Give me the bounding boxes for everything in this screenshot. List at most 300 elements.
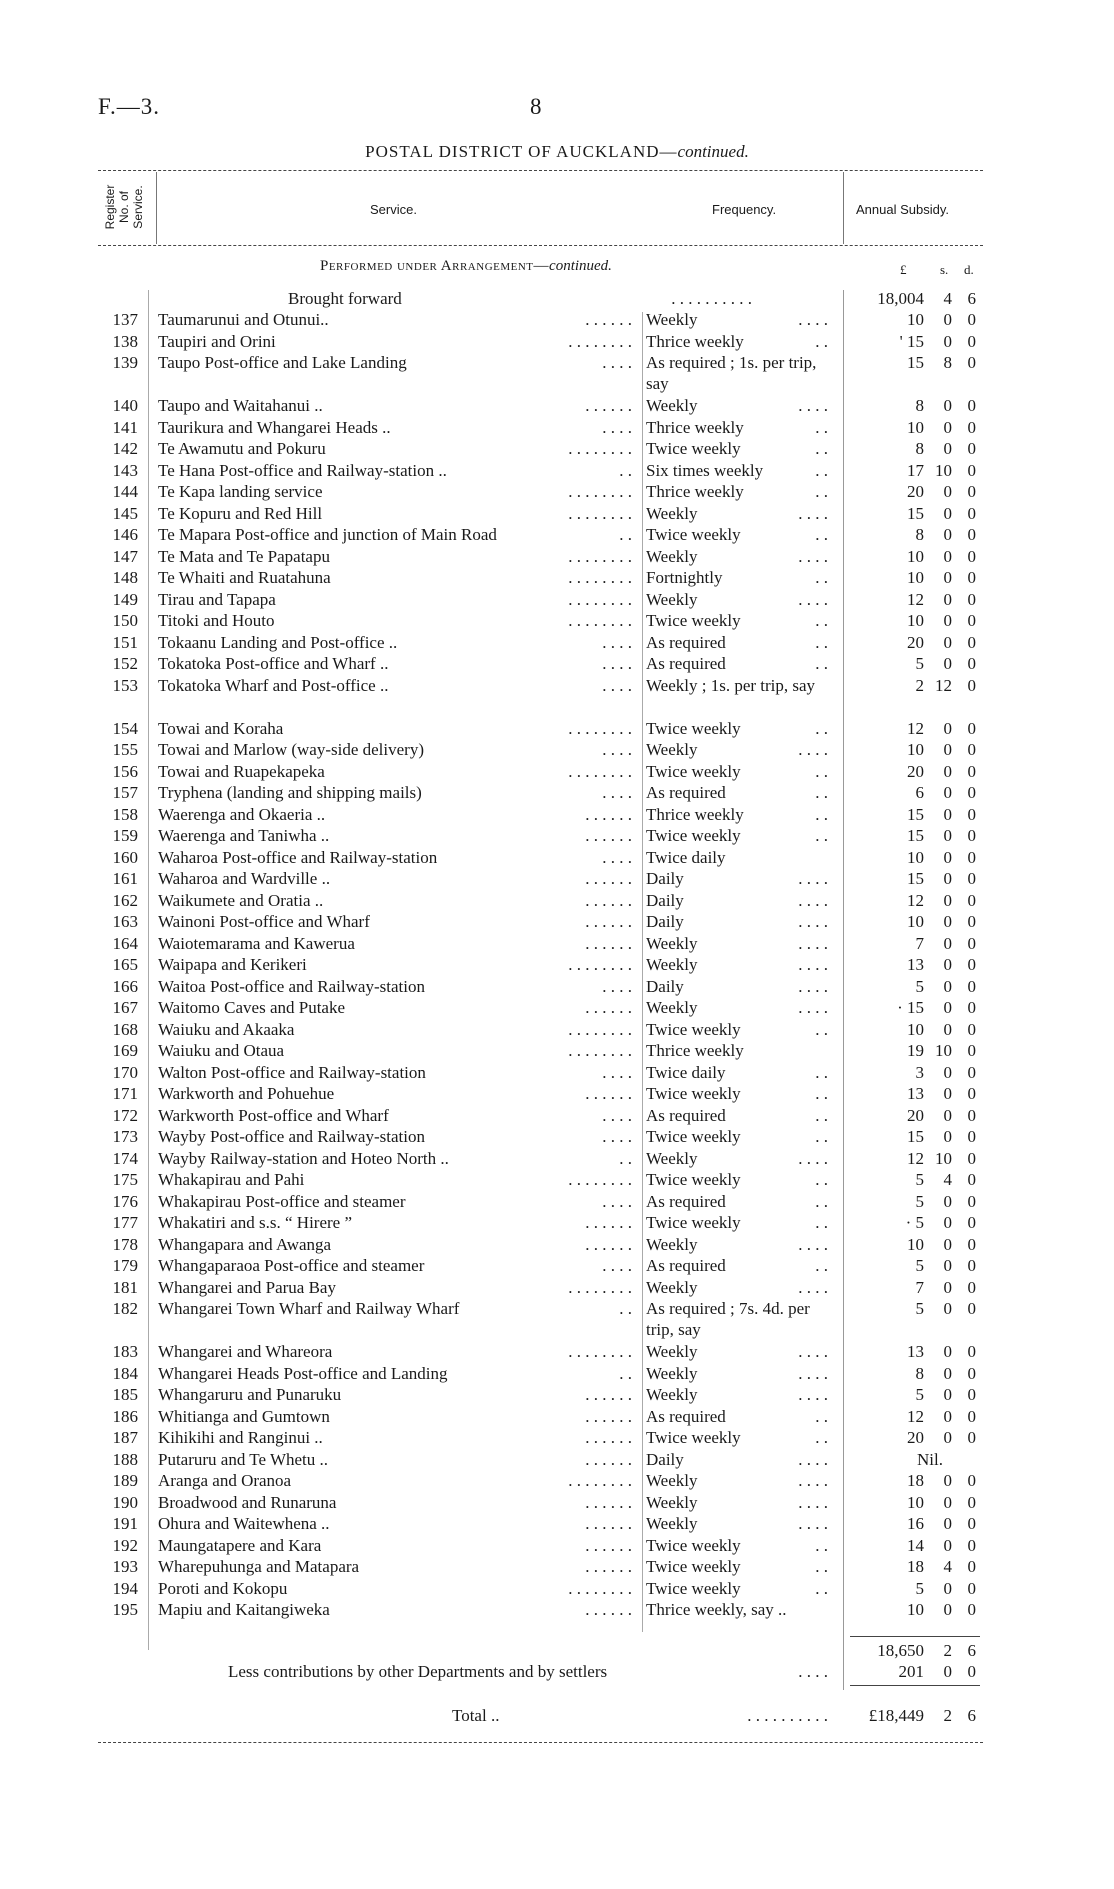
service-leader-dots: . . . . <box>602 633 632 652</box>
table-row <box>0 976 1114 997</box>
table-row <box>0 739 1114 760</box>
register-number: 138 <box>112 332 138 351</box>
subsidy-shillings: 0 <box>943 977 952 996</box>
subsidy-pence: 0 <box>967 740 976 759</box>
service-name: Te Awamutu and Pokuru <box>158 439 326 458</box>
service-leader-dots: . . . . . . . . <box>568 719 632 738</box>
service-leader-dots: . . . . . . <box>585 1235 632 1254</box>
table-row <box>0 1492 1114 1513</box>
subsidy-pounds: 5 <box>915 1256 924 1275</box>
section-heading <box>320 258 612 275</box>
register-number: 154 <box>112 719 138 738</box>
frequency-leader-dots: . . . . <box>798 1493 828 1512</box>
subsidy-pounds: 10 <box>907 912 924 931</box>
table-row <box>0 417 1114 438</box>
total-shillings: 2 <box>943 1706 952 1725</box>
table-row <box>0 1277 1114 1298</box>
subsidy-shillings: 4 <box>943 1170 952 1189</box>
frequency: Twice weekly <box>646 1213 741 1232</box>
register-number: 143 <box>112 461 138 480</box>
table-row <box>0 1470 1114 1491</box>
frequency-leader-dots: . . . . <box>798 934 828 953</box>
service-leader-dots: . . . . <box>602 740 632 759</box>
table-row <box>0 933 1114 954</box>
table-row <box>0 632 1114 653</box>
register-number: 189 <box>112 1471 138 1490</box>
subsidy-pence: 0 <box>967 719 976 738</box>
subtotal-pounds: 18,650 <box>877 1641 924 1660</box>
register-number: 195 <box>112 1600 138 1619</box>
service-leader-dots: . . . . . . . . <box>568 547 632 566</box>
subsidy-pounds: 5 <box>915 1299 924 1318</box>
subsidy-shillings: 0 <box>943 547 952 566</box>
register-number: 192 <box>112 1536 138 1555</box>
subsidy-pence: 0 <box>967 977 976 996</box>
subsidy-shillings: 0 <box>943 633 952 652</box>
service-leader-dots: . . . . . . <box>585 1407 632 1426</box>
subsidy-shillings: 10 <box>935 461 952 480</box>
register-column-header <box>94 170 154 244</box>
table-row <box>0 1556 1114 1577</box>
subsidy-pounds: 8 <box>915 1364 924 1383</box>
subsidy-pence: 0 <box>967 418 976 437</box>
subsidy-shillings: 10 <box>935 1041 952 1060</box>
service-leader-dots: . . . . <box>602 1063 632 1082</box>
service-leader-dots: . . . . <box>602 353 632 372</box>
frequency: Weekly <box>646 1235 698 1254</box>
frequency: Daily <box>646 869 684 888</box>
frequency: As required <box>646 654 726 673</box>
frequency-leader-dots: . . <box>815 1579 828 1598</box>
register-number: 144 <box>112 482 138 501</box>
subsidy-pounds: 10 <box>907 418 924 437</box>
table-row <box>0 1384 1114 1405</box>
register-number: 141 <box>112 418 138 437</box>
subsidy-pence: 0 <box>967 525 976 544</box>
frequency-leader-dots: . . . . <box>798 891 828 910</box>
service-name: Waharoa Post-office and Railway-station <box>158 848 438 867</box>
table-row <box>0 503 1114 524</box>
subsidy-pence: 0 <box>967 332 976 351</box>
register-number: 151 <box>112 633 138 652</box>
subsidy-pounds: 5 <box>915 977 924 996</box>
service-name: Tirau and Tapapa <box>158 590 276 609</box>
table-row <box>0 718 1114 739</box>
frequency-leader-dots: . . . . <box>798 1385 828 1404</box>
register-number: 170 <box>112 1063 138 1082</box>
frequency: Weekly <box>646 998 698 1017</box>
subsidy-shillings: 0 <box>943 1385 952 1404</box>
register-number: 162 <box>112 891 138 910</box>
table-row <box>0 546 1114 567</box>
service-leader-dots: . . . . . . . . <box>568 1278 632 1297</box>
frequency: As required <box>646 1256 726 1275</box>
register-number: 193 <box>112 1557 138 1576</box>
service-leader-dots: . . . . . . <box>585 1428 632 1447</box>
subsidy-pounds: 10 <box>907 1493 924 1512</box>
table-row <box>0 1062 1114 1083</box>
table-row <box>0 524 1114 545</box>
service-name: Aranga and Oranoa <box>158 1471 292 1490</box>
service-leader-dots: . . . . . . <box>585 1600 632 1619</box>
register-number: 179 <box>112 1256 138 1275</box>
subsidy-shillings: 0 <box>943 719 952 738</box>
frequency: Thrice weekly <box>646 1041 744 1060</box>
subsidy-shillings: 10 <box>935 1149 952 1168</box>
frequency-leader-dots: . . <box>815 332 828 351</box>
section-heading-continued: continued. <box>549 258 612 274</box>
subsidy-pounds: · 15 <box>897 998 924 1017</box>
frequency-leader-dots: . . <box>815 1127 828 1146</box>
table-row <box>0 1363 1114 1384</box>
subsidy-shillings: 0 <box>943 396 952 415</box>
service-name: Te Mapara Post-office and junction of Main Road <box>158 525 497 544</box>
subsidy-shillings: 0 <box>943 1428 952 1447</box>
subsidy-pounds: 18 <box>907 1471 924 1490</box>
table-row <box>0 1535 1114 1556</box>
service-leader-dots: . . . . . . <box>585 805 632 824</box>
subsidy-pounds: 12 <box>907 719 924 738</box>
subsidy-pounds: 15 <box>907 504 924 523</box>
register-number: 158 <box>112 805 138 824</box>
frequency: Twice weekly <box>646 1020 741 1039</box>
subsidy-shillings: 8 <box>943 353 952 372</box>
frequency: Twice weekly <box>646 762 741 781</box>
register-number: 181 <box>112 1278 138 1297</box>
service-name: Te Whaiti and Ruatahuna <box>158 568 331 587</box>
subsidy-pence: 0 <box>967 1256 976 1275</box>
brought-forward-pence: 6 <box>967 289 976 308</box>
table-row <box>0 1191 1114 1212</box>
frequency-leader-dots: . . . . <box>798 1514 828 1533</box>
service-leader-dots: . . . . . . <box>585 1084 632 1103</box>
frequency-leader-dots: . . . . <box>798 1149 828 1168</box>
service-name: Tokatoka Wharf and Post-office .. <box>158 676 389 695</box>
frequency-leader-dots: . . . . <box>798 1450 828 1469</box>
table-row <box>0 352 1114 394</box>
subsidy-pounds: 14 <box>907 1536 924 1555</box>
table-row <box>0 1040 1114 1061</box>
subsidy-pounds: 6 <box>915 783 924 802</box>
service-leader-dots: . . . . <box>602 676 632 695</box>
subsidy-shillings: 0 <box>943 482 952 501</box>
table-row <box>0 1341 1114 1362</box>
frequency-leader-dots: . . <box>815 1170 828 1189</box>
service-name: Whakapirau and Pahi <box>158 1170 305 1189</box>
table-row <box>0 395 1114 416</box>
frequency-leader-dots: . . <box>815 1020 828 1039</box>
register-number: 174 <box>112 1149 138 1168</box>
frequency: Twice weekly <box>646 719 741 738</box>
subsidy-pounds: 19 <box>907 1041 924 1060</box>
table-row <box>0 761 1114 782</box>
subsidy-shillings: 0 <box>943 826 952 845</box>
subsidy-pence: 0 <box>967 482 976 501</box>
subsidy-pounds: 20 <box>907 1106 924 1125</box>
total-pounds: £18,449 <box>868 1706 924 1725</box>
service-leader-dots: . . . . <box>602 654 632 673</box>
subsidy-pounds: 20 <box>907 762 924 781</box>
frequency-leader-dots: . . . . <box>798 998 828 1017</box>
frequency-leader-dots: . . . . <box>798 1235 828 1254</box>
total-dots: . . . . . . . . . . <box>747 1706 828 1725</box>
service-name: Te Kapa landing service <box>158 482 323 501</box>
frequency: Weekly ; 1s. per trip, say <box>646 676 816 695</box>
subsidy-shillings: 0 <box>943 1213 952 1232</box>
subsidy-pence: 0 <box>967 1364 976 1383</box>
subsidy-pence: 0 <box>967 547 976 566</box>
subsidy-shillings: 0 <box>943 525 952 544</box>
frequency-leader-dots: . . <box>815 1256 828 1275</box>
subsidy-pounds: 3 <box>915 1063 924 1082</box>
register-number: 157 <box>112 783 138 802</box>
frequency-leader-dots: . . <box>815 1536 828 1555</box>
page-number: 8 <box>530 94 542 119</box>
table-row <box>0 1148 1114 1169</box>
service-leader-dots: . . . . <box>602 1127 632 1146</box>
subsidy-pence: 0 <box>967 1600 976 1619</box>
total-pence: 6 <box>967 1706 976 1725</box>
service-leader-dots: . . . . . . <box>585 998 632 1017</box>
frequency: As required <box>646 783 726 802</box>
table-row <box>0 1234 1114 1255</box>
pounds-unit: £ <box>900 262 907 277</box>
subsidy-pounds: 10 <box>907 1020 924 1039</box>
register-number: 167 <box>112 998 138 1017</box>
subsidy-pence: 0 <box>967 1020 976 1039</box>
subsidy-shillings: 0 <box>943 1579 952 1598</box>
subsidy-shillings: 0 <box>943 1063 952 1082</box>
subtotal-shillings: 2 <box>943 1641 952 1660</box>
service-leader-dots: . . . . <box>602 1106 632 1125</box>
subsidy-nil: Nil. <box>917 1450 943 1469</box>
table-row <box>0 782 1114 803</box>
subsidy-shillings: 0 <box>943 891 952 910</box>
total-rule <box>850 1685 980 1686</box>
service-leader-dots: . . . . . . . . <box>568 1471 632 1490</box>
frequency-leader-dots: . . <box>815 1213 828 1232</box>
table-row <box>0 1427 1114 1448</box>
service-leader-dots: . . . . . . <box>585 1450 632 1469</box>
service-name: Maungatapere and Kara <box>158 1536 322 1555</box>
service-name: Tryphena (landing and shipping mails) <box>158 783 422 802</box>
service-leader-dots: . . . . . . <box>585 869 632 888</box>
subsidy-pence: 0 <box>967 955 976 974</box>
service-name: Titoki and Houto <box>158 611 275 630</box>
header-divider-register <box>156 172 157 244</box>
subsidy-pence: 0 <box>967 633 976 652</box>
register-number: 149 <box>112 590 138 609</box>
subsidy-pence: 0 <box>967 1471 976 1490</box>
frequency: Thrice weekly <box>646 332 744 351</box>
register-number: 191 <box>112 1514 138 1533</box>
subsidy-pounds: 12 <box>907 891 924 910</box>
service-leader-dots: . . . . . . <box>585 891 632 910</box>
frequency-leader-dots: . . . . <box>798 1342 828 1361</box>
service-name: Waitomo Caves and Putake <box>158 998 346 1017</box>
register-number: 176 <box>112 1192 138 1211</box>
subsidy-pounds: 5 <box>915 1385 924 1404</box>
subsidy-pence: 0 <box>967 1127 976 1146</box>
frequency-leader-dots: . . <box>815 1063 828 1082</box>
subsidy-shillings: 0 <box>943 332 952 351</box>
table-row <box>0 847 1114 868</box>
service-leader-dots: . . . . <box>602 783 632 802</box>
service-name: Whitianga and Gumtown <box>158 1407 330 1426</box>
subsidy-pounds: 13 <box>907 1342 924 1361</box>
service-name: Taumarunui and Otunui.. <box>158 310 329 329</box>
service-name: Waiotemarama and Kawerua <box>158 934 355 953</box>
less-contributions-row <box>0 1661 1114 1682</box>
subsidy-pounds: 15 <box>907 805 924 824</box>
table-row <box>0 309 1114 330</box>
register-number: 137 <box>112 310 138 329</box>
table-row <box>0 1599 1114 1620</box>
page-id: F.—3. <box>98 94 160 119</box>
subsidy-shillings: 0 <box>943 1256 952 1275</box>
service-leader-dots: . . . . . . . . <box>568 590 632 609</box>
subsidy-shillings: 0 <box>943 1299 952 1318</box>
frequency: Weekly <box>646 1471 698 1490</box>
subsidy-pounds: 5 <box>915 1170 924 1189</box>
service-name: Ohura and Waitewhena .. <box>158 1514 330 1533</box>
frequency: Thrice weekly <box>646 482 744 501</box>
service-leader-dots: . . . . . . <box>585 310 632 329</box>
table-row <box>0 1212 1114 1233</box>
service-leader-dots: . . . . . . . . <box>568 439 632 458</box>
subsidy-pence: 0 <box>967 1493 976 1512</box>
subsidy-pence: 0 <box>967 1407 976 1426</box>
subsidy-shillings: 0 <box>943 1536 952 1555</box>
service-leader-dots: . . . . . . <box>585 1385 632 1404</box>
subsidy-shillings: 0 <box>943 1407 952 1426</box>
register-number: 166 <box>112 977 138 996</box>
service-leader-dots: . . . . . . . . <box>568 1342 632 1361</box>
subsidy-pounds: 7 <box>915 934 924 953</box>
frequency: Weekly <box>646 1385 698 1404</box>
frequency: As required <box>646 1192 726 1211</box>
table-row <box>0 997 1114 1018</box>
subsidy-pounds: 2 <box>915 676 924 695</box>
frequency-leader-dots: . . . . <box>798 1364 828 1383</box>
subsidy-pence: 0 <box>967 310 976 329</box>
frequency: Twice weekly <box>646 1084 741 1103</box>
service-leader-dots: . . . . <box>602 848 632 867</box>
service-name: Wayby Post-office and Railway-station <box>158 1127 425 1146</box>
subsidy-shillings: 0 <box>943 762 952 781</box>
service-leader-dots: . . . . . . . . <box>568 568 632 587</box>
register-number: 165 <box>112 955 138 974</box>
frequency-leader-dots: . . <box>815 1407 828 1426</box>
table-row <box>0 1083 1114 1104</box>
service-leader-dots: . . . . <box>602 977 632 996</box>
subsidy-shillings: 0 <box>943 805 952 824</box>
table-row <box>0 1019 1114 1040</box>
register-number: 190 <box>112 1493 138 1512</box>
frequency-column-header: Frequency. <box>712 202 777 217</box>
service-name: Wharepuhunga and Matapara <box>158 1557 360 1576</box>
frequency-leader-dots: . . <box>815 611 828 630</box>
subsidy-shillings: 0 <box>943 783 952 802</box>
subsidy-pence: 0 <box>967 998 976 1017</box>
table-row <box>0 331 1114 352</box>
subsidy-pence: 0 <box>967 1235 976 1254</box>
register-number: 194 <box>112 1579 138 1598</box>
subsidy-pounds: 10 <box>907 740 924 759</box>
table-row <box>0 1578 1114 1599</box>
header-bottom-rule <box>98 245 983 246</box>
frequency-leader-dots: . . . . <box>798 504 828 523</box>
less-contributions-shillings: 0 <box>943 1662 952 1681</box>
subsidy-pence: 0 <box>967 783 976 802</box>
subsidy-pounds: 13 <box>907 1084 924 1103</box>
register-number: 168 <box>112 1020 138 1039</box>
table-row <box>0 438 1114 459</box>
subsidy-pence: 0 <box>967 869 976 888</box>
frequency: Daily <box>646 891 684 910</box>
subsidy-pence: 0 <box>967 1192 976 1211</box>
less-contributions-pence: 0 <box>967 1662 976 1681</box>
frequency: Six times weekly <box>646 461 764 480</box>
frequency: Weekly <box>646 590 698 609</box>
frequency: Twice weekly <box>646 1127 741 1146</box>
register-number: 177 <box>112 1213 138 1232</box>
frequency: As required <box>646 1407 726 1426</box>
service-name: Whakapirau Post-office and steamer <box>158 1192 406 1211</box>
frequency: Weekly <box>646 934 698 953</box>
subsidy-pounds: 8 <box>915 396 924 415</box>
subsidy-shillings: 0 <box>943 568 952 587</box>
frequency-leader-dots: . . <box>815 482 828 501</box>
frequency-leader-dots: . . <box>815 1106 828 1125</box>
table-row <box>0 1449 1114 1470</box>
service-leader-dots: . . . . . . <box>585 826 632 845</box>
frequency: Twice weekly <box>646 611 741 630</box>
frequency-leader-dots: . . . . <box>798 590 828 609</box>
register-number: 139 <box>112 353 138 372</box>
subsidy-shillings: 0 <box>943 418 952 437</box>
service-leader-dots: . . . . . . <box>585 1557 632 1576</box>
subsidy-pounds: 5 <box>915 654 924 673</box>
register-number: 142 <box>112 439 138 458</box>
register-number: 146 <box>112 525 138 544</box>
frequency-leader-dots: . . <box>815 525 828 544</box>
brought-forward-shillings: 4 <box>943 289 952 308</box>
register-number: 159 <box>112 826 138 845</box>
subsidy-pounds: 17 <box>907 461 924 480</box>
subsidy-pounds: 10 <box>907 848 924 867</box>
service-name: Whangarei and Parua Bay <box>158 1278 336 1297</box>
frequency-leader-dots: . . . . <box>798 1278 828 1297</box>
subsidy-shillings: 0 <box>943 1471 952 1490</box>
subsidy-pounds: 15 <box>907 353 924 372</box>
subtotal-rule <box>850 1636 980 1637</box>
service-name: Waipapa and Kerikeri <box>158 955 307 974</box>
service-name: Walton Post-office and Railway-station <box>158 1063 426 1082</box>
service-leader-dots: . . . . . . . . <box>568 1579 632 1598</box>
subsidy-shillings: 0 <box>943 955 952 974</box>
frequency-leader-dots: . . . . <box>798 547 828 566</box>
frequency: Twice weekly <box>646 439 741 458</box>
subsidy-pence: 0 <box>967 353 976 372</box>
subsidy-pence: 0 <box>967 848 976 867</box>
subsidy-shillings: 0 <box>943 1514 952 1533</box>
frequency: Twice weekly <box>646 1428 741 1447</box>
service-name: Te Kopuru and Red Hill <box>158 504 323 523</box>
subsidy-pence: 0 <box>967 1428 976 1447</box>
service-leader-dots: . . . . . . <box>585 1536 632 1555</box>
frequency: Weekly <box>646 955 698 974</box>
